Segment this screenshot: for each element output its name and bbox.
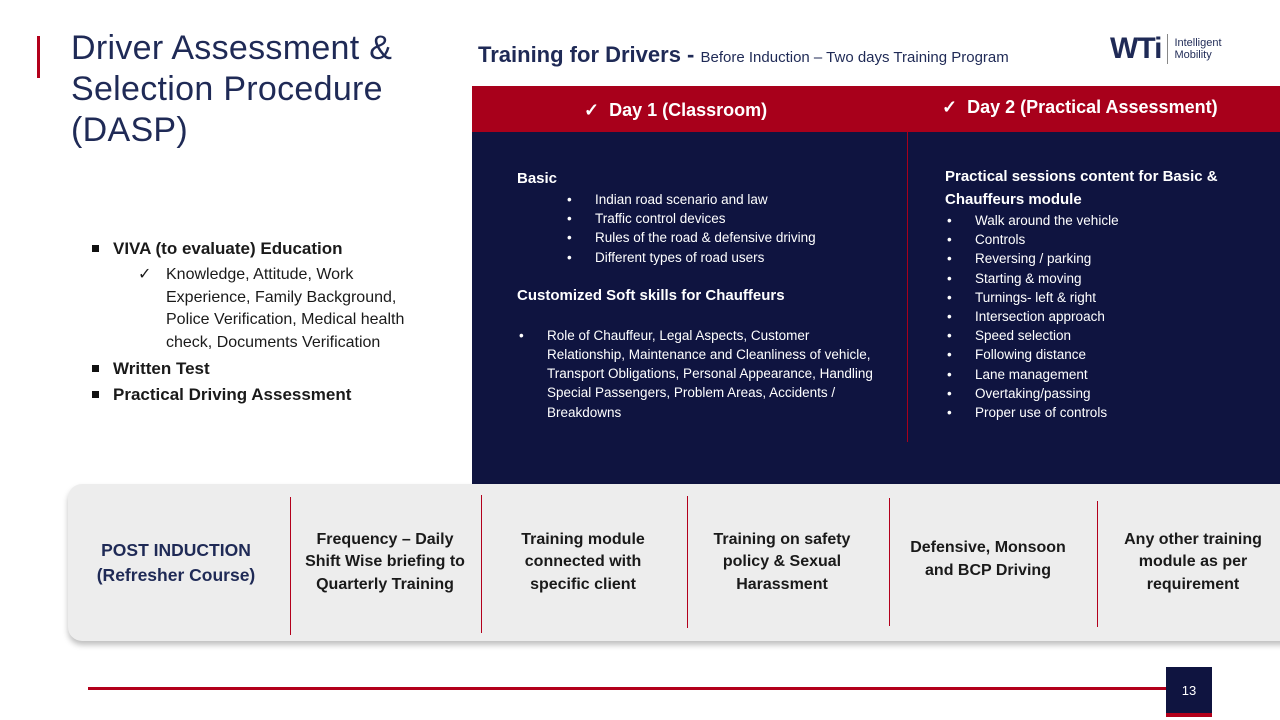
post-induction-panel (68, 484, 1280, 641)
square-bullet-icon (92, 391, 99, 398)
day1-header-label: Day 1 (Classroom) (609, 100, 768, 120)
day1-basic-title: Basic (517, 170, 558, 187)
post-divider (481, 495, 482, 633)
square-bullet-icon (92, 245, 99, 252)
logo-text (1174, 37, 1221, 61)
list-item: • Traffic control devices (595, 209, 887, 228)
list-item (90, 238, 440, 260)
day1-content (517, 170, 887, 422)
section-title (478, 42, 1009, 68)
day2-header-label: Day 2 (Practical Assessment) (967, 97, 1218, 117)
list-item: • Lane management (975, 365, 1265, 384)
list-item-label: Written Test (113, 359, 210, 378)
list-item: • Speed selection (975, 326, 1265, 345)
post-induction-cell: Training on safety policy & Sexual Harassment (713, 530, 851, 593)
day2-content (945, 165, 1265, 422)
list-item: • Indian road scenario and law (595, 190, 887, 209)
list-item: • Controls (975, 230, 1265, 249)
list-item: • Turnings- left & right (975, 288, 1265, 307)
company-logo (1110, 32, 1222, 66)
list-item: • Role of Chauffeur, Legal Aspects, Customer Relationship, Maintenance and Cleanliness of vehicle, Transport Obligations, Personal Appearance, Handling Special Passengers, Problem Areas, Accidents / Breakdowns (547, 326, 882, 422)
post-divider (687, 496, 688, 628)
post-divider (290, 497, 291, 635)
logo-separator (1167, 34, 1168, 64)
list-item-label: VIVA (to evaluate) Education (113, 239, 343, 258)
list-item: • Starting & moving (975, 269, 1265, 288)
list-item-label: Practical Driving Assessment (113, 385, 352, 404)
page-number: 13 (1166, 667, 1212, 717)
section-title-sub: Before Induction – Two days Training Program (700, 49, 1009, 66)
list-item: • Rules of the road & defensive driving (595, 228, 887, 247)
list-item: • Intersection approach (975, 307, 1265, 326)
post-divider (1097, 501, 1098, 627)
section-title-main: Training for Drivers - (478, 42, 695, 67)
post-induction-title: POST INDUCTION (Refresher Course) (96, 539, 256, 585)
title-accent-bar (37, 36, 40, 78)
checkmark-icon: ✓ (584, 100, 600, 120)
day2-header (942, 97, 1218, 118)
day1-header (584, 100, 767, 121)
post-induction-cell: Frequency – Daily Shift Wise briefing to Quarterly Training (305, 530, 465, 593)
logo-mark: WTi (1110, 32, 1162, 65)
list-item (90, 358, 440, 380)
square-bullet-icon (92, 365, 99, 372)
list-item: • Following distance (975, 345, 1265, 364)
post-induction-cell: Defensive, Monsoon and BCP Driving (910, 539, 1066, 579)
list-item: • Proper use of controls (975, 403, 1265, 422)
day2-title: Practical sessions content for Basic & Chauffeurs module (945, 168, 1218, 208)
day2-list (975, 211, 1265, 422)
day1-soft-list (547, 326, 882, 422)
list-item: • Walk around the vehicle (975, 211, 1265, 230)
list-item: • Reversing / parking (975, 249, 1265, 268)
logo-line2: Mobility (1174, 49, 1212, 61)
post-divider (889, 498, 890, 626)
list-item: • Different types of road users (595, 248, 887, 267)
list-item: • Overtaking/passing (975, 384, 1265, 403)
list-subitem-label: Knowledge, Attitude, Work Experience, Family Background, Police Verification, Medical health check, Documents Verification (166, 266, 405, 351)
day-column-divider (907, 86, 908, 442)
post-induction-cell: Any other training module as per requirement (1124, 530, 1262, 593)
selection-criteria-list (90, 238, 440, 410)
checkmark-icon: ✓ (138, 266, 152, 283)
day1-basic-list (595, 190, 887, 267)
day1-soft-title: Customized Soft skills for Chauffeurs (517, 286, 785, 304)
footer-line (88, 687, 1166, 690)
page-title: Driver Assessment & Selection Procedure (DASP) (71, 29, 393, 149)
list-subitem (138, 264, 440, 354)
logo-line1: Intelligent (1174, 37, 1222, 49)
checkmark-icon: ✓ (942, 97, 958, 117)
post-induction-cell: Training module connected with specific client (521, 530, 645, 593)
list-item (90, 384, 440, 406)
